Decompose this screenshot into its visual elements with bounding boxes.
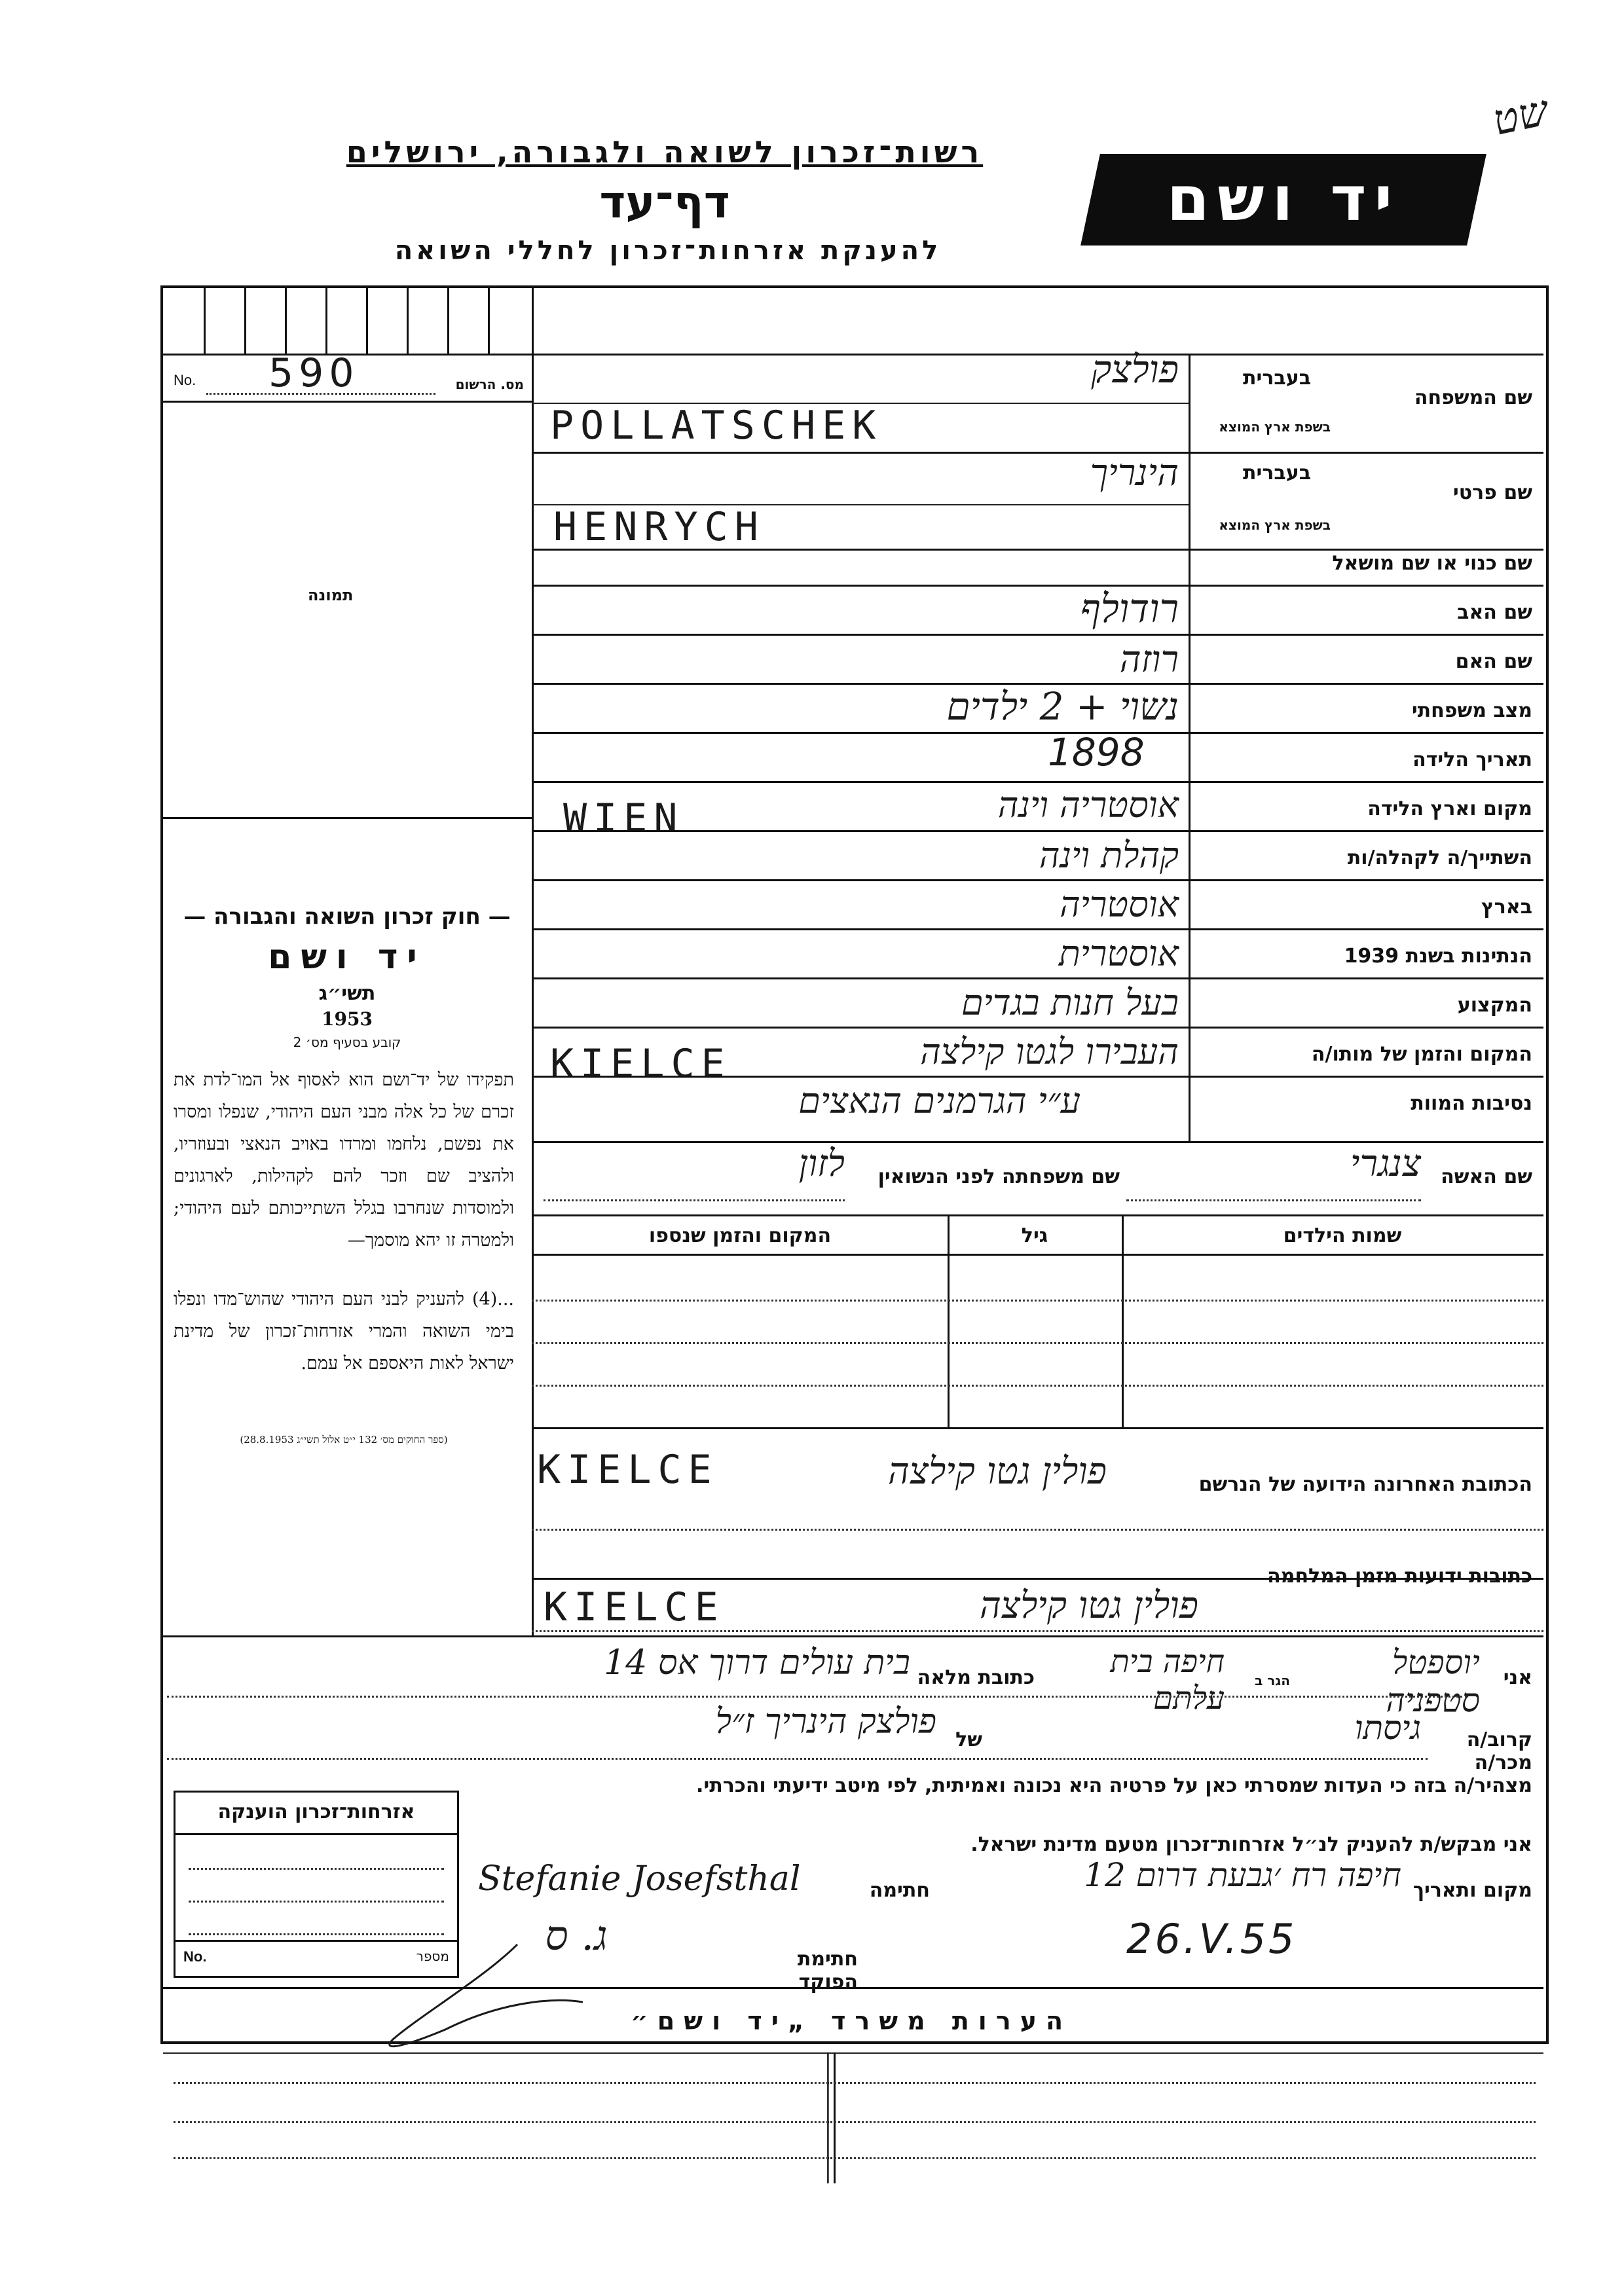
law-title: — חוק זכרון השואה והגבורה — <box>183 903 511 930</box>
citizenship-value: אוסטרית <box>1058 933 1179 974</box>
wartime-address-latin: KIELCE <box>544 1584 725 1630</box>
last-address-label: הכתובת האחרונה הידועה של הנרשם <box>1198 1473 1532 1496</box>
first-name-label: שם פרטי <box>1452 481 1532 504</box>
mother-value: רוזה <box>1119 638 1179 681</box>
law-year: 1953 <box>322 1008 373 1030</box>
certificate-no-label: No. <box>183 1948 207 1965</box>
citizenship-label: הנתינות בשנת 1939 <box>1344 945 1532 968</box>
wife-maiden-label: שם משפחתה לפני הנשואין <box>877 1165 1120 1188</box>
children-col-names: שמות הילדים <box>1283 1224 1402 1247</box>
wife-label: שם האשה <box>1441 1165 1532 1188</box>
logo-text: יד ושם <box>1166 164 1401 235</box>
yad-vashem-logo <box>1080 154 1486 246</box>
law-paragraph-2: ...(4) להעניק לבני העם היהודי שהוש־מדו ונפלו בימי השואה והמרי אזרחות־זכרון של מדינת ישראל לאות היאספם אל עמם. <box>174 1289 514 1374</box>
birth-place-latin: WIEN <box>563 795 684 841</box>
top-grid-cells <box>163 288 530 354</box>
mother-label: שם האם <box>1455 650 1532 673</box>
last-address-latin: KIELCE <box>537 1447 718 1493</box>
declarant-name: יוספטל סטפניה <box>1386 1643 1480 1719</box>
place-date-label: מקום ותאריך <box>1412 1879 1532 1902</box>
marital-value: נשוי + 2 ילדים <box>946 684 1179 729</box>
of-label: של <box>955 1728 982 1751</box>
relation-value: גיסתו <box>1354 1709 1421 1747</box>
office-remarks-title: הערות משרד „יד ושם״ <box>630 2007 1073 2035</box>
certificate-title: אזרחות־זכרון הוענקה <box>217 1800 415 1823</box>
law-org: יד ושם <box>268 938 426 977</box>
registry-no-label: No. <box>174 372 196 388</box>
family-name-hebrew: פולצק <box>1091 347 1179 392</box>
children-col-age: גיל <box>1021 1224 1048 1247</box>
death-place-label: המקום והזמן של מותו/ה <box>1311 1043 1532 1066</box>
children-col-place: המקום והזמן שנספו <box>648 1224 832 1247</box>
wartime-address-hebrew: פולין גטו קילצה <box>979 1584 1198 1627</box>
form-title: דף־עד <box>599 177 730 228</box>
law-year-he: תשי״ג <box>318 982 376 1005</box>
first-name-sub-country: בשפת ארץ המוצא <box>1219 517 1331 533</box>
nickname-label: שם כנוי או שם מושאל <box>1332 552 1532 575</box>
officer-signature: ג. ס <box>545 1912 608 1959</box>
law-clause: קובע בסעיף מס׳ 2 <box>293 1034 401 1050</box>
father-label: שם האב <box>1457 601 1532 624</box>
family-name-sub-country: בשפת ארץ המוצא <box>1219 419 1331 435</box>
wartime-address-label: כתובות ידועות מזמן המלחמה <box>1267 1565 1532 1588</box>
wife-value: צנגרי <box>1350 1142 1421 1185</box>
death-circumstances-value: ע״י הגרמנים הנאצים <box>798 1080 1080 1121</box>
full-address-value: בית עולים דרוך אס 14 <box>604 1643 910 1683</box>
resides-label: הגר ב <box>1255 1673 1290 1688</box>
form-subtitle: להענקת אזרחות־זכרון לחללי השואה <box>394 236 942 266</box>
registry-number: 590 <box>268 350 360 396</box>
family-name-country: POLLATSCHEK <box>550 403 883 448</box>
family-name-sub-hebrew: בעברית <box>1243 367 1311 390</box>
birth-date-value: 1898 <box>1048 730 1145 774</box>
birth-date-label: תאריך הלידה <box>1412 748 1532 771</box>
declaration-statement: מצהיר/ה בזה כי העדות שמסרתי כאן על פרטיה היא נכונה ואמיתית, לפי מיטב ידיעתי והכרתי. <box>696 1774 1532 1797</box>
of-value: פולצק הינריך ז״ל <box>715 1702 936 1741</box>
death-place-hebrew: העבירו לגטו קילצה <box>920 1031 1179 1072</box>
full-address-label: כתובת מלאה <box>917 1666 1035 1689</box>
place-value: חיפה רח ׳גבעת דרום 12 <box>1084 1856 1401 1894</box>
death-circumstances-label: נסיבות המוות <box>1411 1092 1532 1115</box>
law-citation: (ספר החוקים מס׳ 132 י״ט אלול תשי״ג 28.8.1953) <box>240 1434 448 1446</box>
declaration-i-label: אני <box>1503 1666 1532 1689</box>
birth-place-hebrew: אוסטריה וינה <box>997 784 1179 826</box>
certificate-number-label: מספר <box>416 1948 449 1964</box>
signature-label: חתימה <box>869 1879 930 1902</box>
officer-signature-label: חתימת הפוקד <box>797 1948 858 1994</box>
country-label: בארץ <box>1481 896 1532 919</box>
father-value: רודולף <box>1080 586 1179 632</box>
first-name-sub-hebrew: בעברית <box>1243 462 1311 484</box>
birth-place-label: מקום וארץ הלידה <box>1367 797 1532 820</box>
last-address-hebrew: פולין גטו קילצה <box>887 1450 1107 1493</box>
signature-value: Stefanie Josefsthal <box>478 1859 801 1899</box>
registry-no-label-he: מס. הרשום <box>455 376 524 392</box>
authority-title: רשות־זכרון לשואה ולגבורה, ירושלים <box>346 134 984 170</box>
community-label: השתייך/ה לקהלה/ות <box>1347 847 1532 869</box>
wife-maiden-value: לזון <box>798 1142 845 1185</box>
declaration-request: אני מבקש/ת להעניק לנ״ל אזרחות־זכרון מטעם מדינת ישראל. <box>970 1833 1532 1856</box>
profession-label: המקצוע <box>1457 994 1532 1017</box>
resides-value: חיפה בית עלתם <box>1110 1643 1225 1717</box>
profession-value: בעל חנות בגדים <box>961 982 1179 1023</box>
death-place-latin: KIELCE <box>550 1041 731 1087</box>
relation-label: קרוב/ה מכר/ה <box>1466 1728 1532 1774</box>
community-value: קהלת וינה <box>1039 835 1179 876</box>
photo-label: תמונה <box>308 586 354 604</box>
certificate-box <box>174 1791 459 1978</box>
corner-mark: שט <box>1488 86 1553 145</box>
law-paragraph-1: תפקידו של יד־ושם הוא לאסוף אל המו־לדת את זכרם של כל אלה מבני העם היהודי, שנפלו ומסרו את נפשם, נלחמו ומרדו באויב הנאצי ובעוזריו, ולהציב שם וזכר להם לקהילות, לארגונים ולמוסדות שנחרבו בגלל השתייכותם לעם היהודי; ולמטרה זו יהא מוסמך— <box>174 1070 514 1250</box>
marital-label: מצב משפחתי <box>1411 699 1532 722</box>
date-value: 26.V.55 <box>1126 1915 1297 1963</box>
first-name-hebrew: הינריך <box>1090 452 1179 494</box>
first-name-country: HENRYCH <box>553 504 765 550</box>
family-name-label: שם המשפחה <box>1414 386 1532 409</box>
country-value: אוסטריה <box>1060 884 1179 925</box>
